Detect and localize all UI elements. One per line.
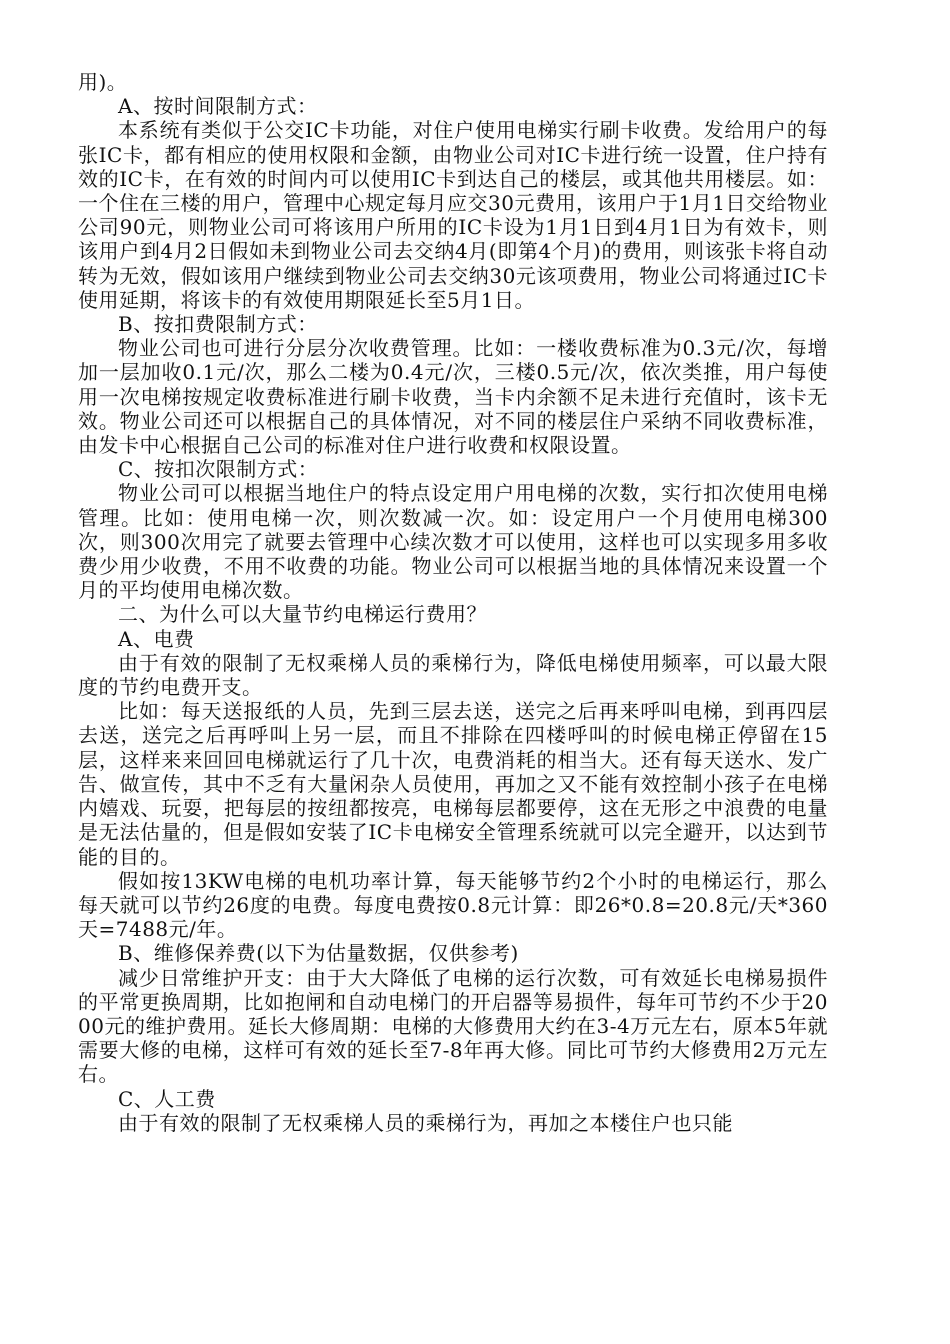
paragraph-continuation: 用)。 <box>78 70 128 94</box>
section-heading-savings: 二、为什么可以大量节约电梯运行费用？ <box>118 602 487 627</box>
heading-maintenance: B、维修保养费(以下为估量数据，仅供参考) <box>118 941 519 966</box>
heading-electricity: A、电费 <box>118 626 195 651</box>
paragraph-maintenance: 减少日常维护开支：由于大大降低了电梯的运行次数，可有效延长电梯易损件的平常更换周期，比如抱闸和自动电梯门的开启器等易损件，每年可节约不少于2000元的维护费用。延长大修周期：电梯的大修费用大约在3-4万元左右，原本5年就需要大修的电梯，这样可有效的延长至7-8年再大修。同比可节约大修费用2万元左右。 <box>78 965 828 1087</box>
paragraph-time-limit: 本系统有类似于公交IC卡功能，对住户使用电梯实行刷卡收费。发给用户的每张IC卡，都有相应的使用权限和金额，由物业公司对IC卡进行统一设置，住户持有效的IC卡，在有效的时间内可以使用IC卡到达自己的楼层，或其他共用楼层。如：一个住在三楼的用户，管理中心规定每月应交30元费用，该用户于1月1日交给物业公司90元，则物业公司可将该用户所用的IC卡设为1月1日到4月1日为有效卡，则该用户到4月2日假如未到物业公司去交纳4月(即第4个月)的费用，则该张卡将自动转为无效，假如该用户继续到物业公司去交纳30元该项费用，物业公司将通过IC卡使用延期，将该卡的有效使用期限延长至5月1日。 <box>78 118 828 312</box>
heading-time-limit-mode: A、按时间限制方式： <box>118 94 318 119</box>
heading-labor: C、人工费 <box>118 1086 216 1111</box>
heading-fee-deduction-mode: B、按扣费限制方式： <box>118 312 318 337</box>
paragraph-labor: 由于有效的限制了无权乘梯人员的乘梯行为，再加之本楼住户也只能 <box>118 1110 733 1135</box>
paragraph-count-deduction: 物业公司可以根据当地住户的特点设定用户用电梯的次数，实行扣次使用电梯管理。比如：使用电梯一次，则次数减一次。如：设定用户一个月使用电梯300次，则300次用完了就要去管理中心续次数才可以使用，这样也可以实现多用多收费少用少收费，不用不收费的功能。物业公司可以根据当地的具体情况来设置一个月的平均使用电梯次数。 <box>78 481 828 603</box>
paragraph-fee-deduction: 物业公司也可进行分层分次收费管理。比如：一楼收费标准为0.3元/次，每增加一层加收0.1元/次，那么二楼为0.4元/次，三楼0.5元/次，依次类推，用户每使用一次电梯按规定收费标准进行刷卡收费，当卡内余额不足未进行充值时，该卡无效。物业公司还可以根据自己的具体情况，对不同的楼层住户采纳不同收费标准，由发卡中心根据自己公司的标准对住户进行收费和权限设置。 <box>78 336 828 458</box>
paragraph-electricity-calculation: 假如按13KW电梯的电机功率计算，每天能够节约2个小时的电梯运行，那么每天就可以节约26度的电费。每度电费按0.8元计算：即26*0.8=20.8元/天*360天=7488元/年。 <box>78 868 828 942</box>
paragraph-electricity-example: 比如：每天送报纸的人员，先到三层去送，送完之后再来呼叫电梯，到再四层去送，送完之后再呼叫上另一层，而且不排除在四楼呼叫的时候电梯正停留在15层，这样来来回回电梯就运行了几十次，电费消耗的相当大。还有每天送水、发广告、做宣传，其中不乏有大量闲杂人员使用，再加之又不能有效控制小孩子在电梯内嬉戏、玩耍，把每层的按纽都按亮，电梯每层都要停，这在无形之中浪费的电量是无法估量的，但是假如安装了IC卡电梯安全管理系统就可以完全避开，以达到节能的目的。 <box>78 699 828 869</box>
heading-count-deduction-mode: C、按扣次限制方式： <box>118 457 319 482</box>
document-page <box>78 70 828 1135</box>
paragraph-electricity-intro: 由于有效的限制了无权乘梯人员的乘梯行为，降低电梯使用频率，可以最大限度的节约电费开支。 <box>78 650 828 700</box>
